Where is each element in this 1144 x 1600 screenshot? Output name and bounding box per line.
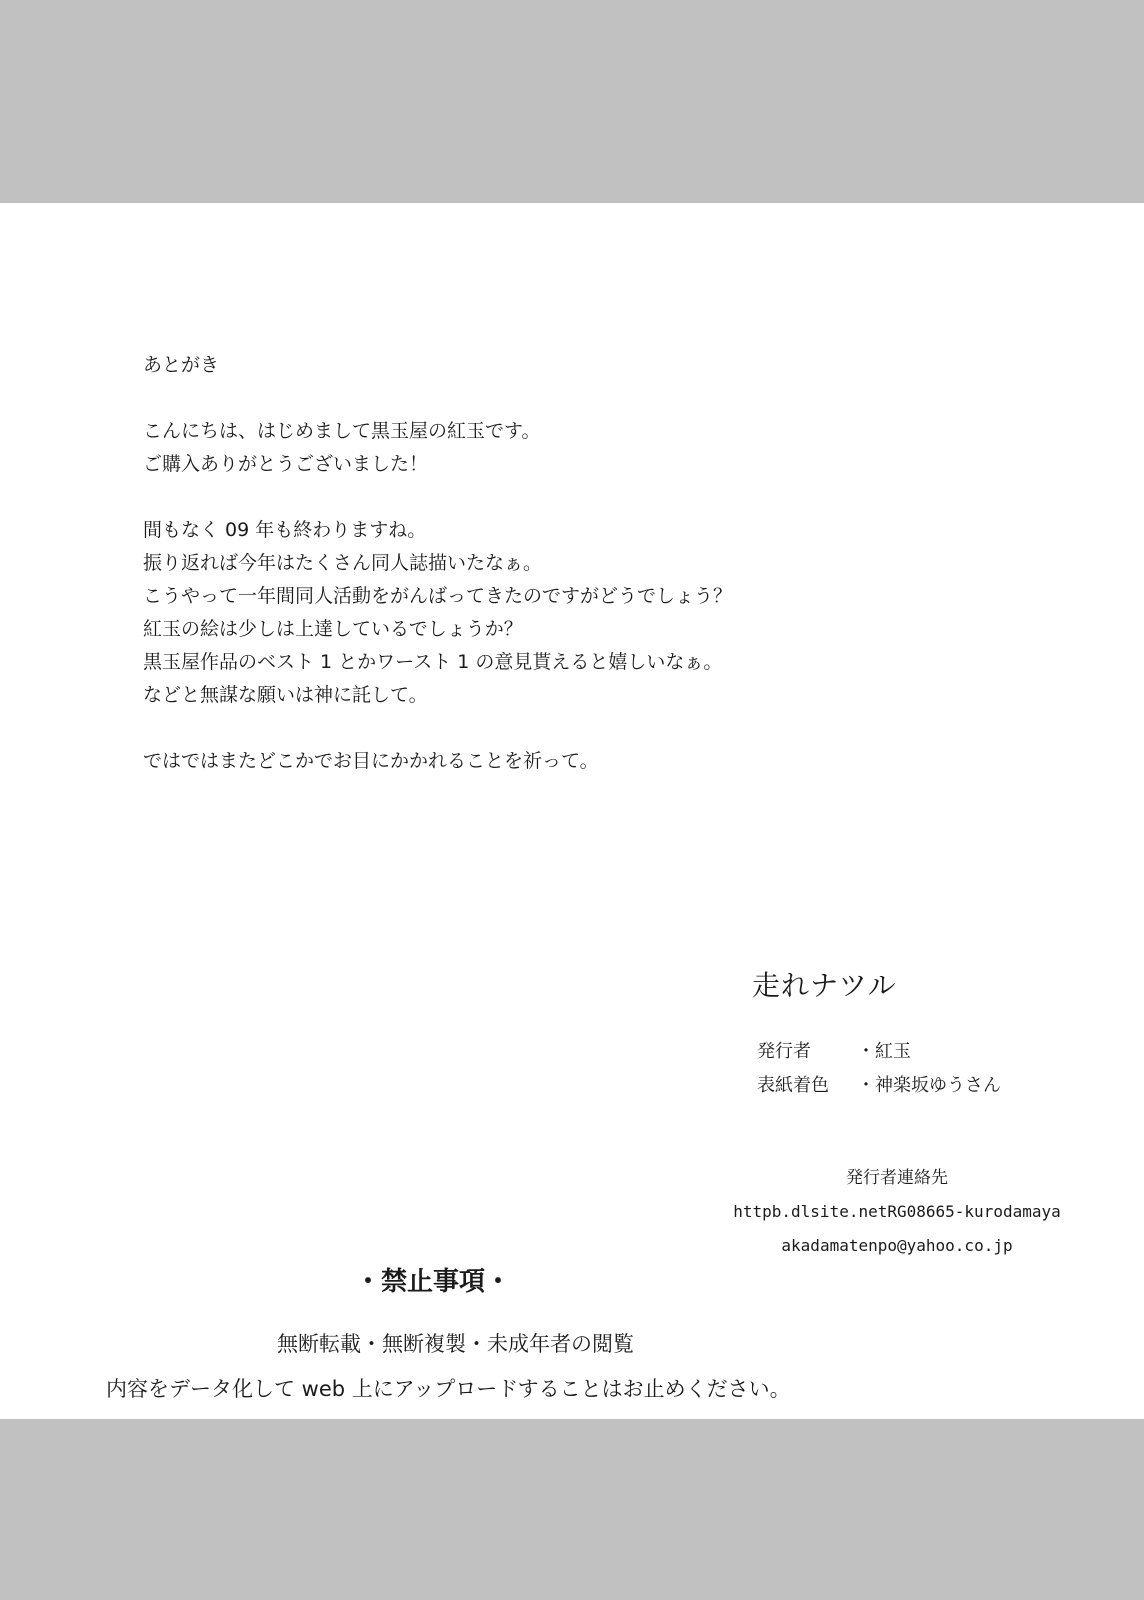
book-title: 走れナツル: [752, 969, 897, 1002]
prohibitions-items: 無断転載・無断複製・未成年者の閲覧: [277, 1332, 634, 1356]
afterword-section: [143, 349, 732, 778]
credit-role: 表紙着色: [757, 1075, 829, 1096]
afterword-line: 紅玉の絵は少しは上達しているでしょうか？: [143, 618, 523, 640]
credits-list: [757, 1035, 1001, 1103]
afterword-line: 間もなく 09 年も終わりますね。: [143, 519, 427, 541]
contact-email: akadamatenpo@yahoo.co.jp: [781, 1236, 1013, 1255]
afterword-line: 振り返れば今年はたくさん同人誌描いたなぁ。: [143, 552, 543, 574]
credit-row-cover-color: [757, 1069, 1001, 1103]
contact-url: httpb.dlsite.netRG08665-kurodamaya: [733, 1202, 1061, 1221]
afterword-line: こんにちは、はじめまして黒玉屋の紅玉です。: [143, 420, 541, 442]
afterword-line: などと無謀な願いは神に託して。: [143, 684, 428, 706]
afterword-line: こうやって一年間同人活動をがんばってきたのですがどうでしょう？: [143, 585, 733, 607]
afterword-line: ご購入ありがとうございました！: [143, 453, 429, 475]
contact-heading: 発行者連絡先: [846, 1168, 948, 1188]
afterword-line: 黒玉屋作品のベスト 1 とかワースト 1 の意見貰えると嬉しいなぁ。: [143, 651, 723, 673]
prohibitions-note: 内容をデータ化して web 上にアップロードすることはお止めください。: [106, 1377, 791, 1401]
contact-block: [712, 1161, 1082, 1263]
credit-value: ・神楽坂ゆうさん: [857, 1075, 1001, 1096]
prohibitions-title: ・禁止事項・: [355, 1267, 512, 1297]
afterword-line: ではではまたどこかでお目にかかれることを祈って。: [143, 750, 599, 772]
credit-role: 発行者: [757, 1041, 811, 1062]
afterword-heading: あとがき: [143, 354, 220, 376]
document-page: [0, 203, 1144, 1419]
credit-value: ・紅玉: [857, 1041, 911, 1062]
credit-row-publisher: [757, 1035, 1001, 1069]
